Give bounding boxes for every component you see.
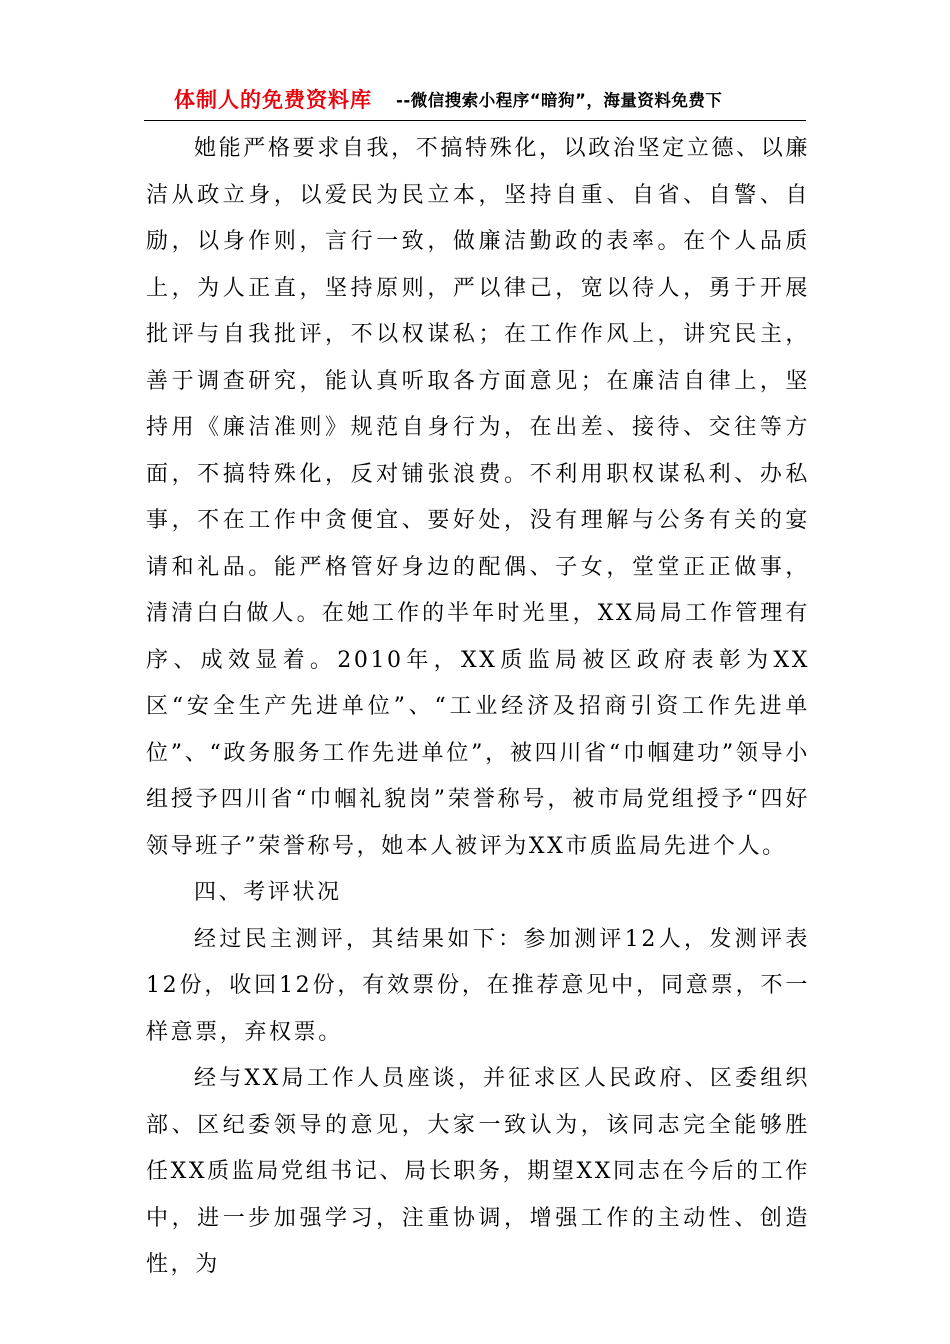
paragraph-conduct: 她能严格要求自我，不搞特殊化，以政治坚定立德、以廉洁从政立身，以爱民为民立本，坚持自重、自省、自警、自励，以身作则，言行一致，做廉洁勤政的表率。在个人品质上，为人正直，坚持原则，严以律己，宽以待人，勇于开展批评与自我批评，不以权谋私；在工作作风上，讲究民主，善于调查研究，能认真听取各方面意见；在廉洁自律上，坚持用《廉洁准则》规范自身行为，在出差、接待、交往等方面，不搞特殊化，反对铺张浪费。不利用职权谋私利、办私事，不在工作中贪便宜、要好处，没有理解与公务有关的宴请和礼品。能严格管好身边的配偶、子女，堂堂正正做事，清清白白做人。在她工作的半年时光里，XX局局工作管理有序、成效显着。2010年，XX质监局被区政府表彰为XX区“安全生产先进单位”、“工业经济及招商引资工作先进单位”、“政务服务工作先进单位”，被四川省“巾帼建功”领导小组授予四川省“巾帼礼貌岗”荣誉称号，被市局党组授予“四好领导班子”荣誉称号，她本人被评为XX市质监局先进个人。 xyxy=(146,136,810,859)
page-header xyxy=(144,80,806,121)
paragraph-voting: 经过民主测评，其结果如下：参加测评12人，发测评表12份，收回12份，有效票份，在推荐意见中，同意票，不一样意票，弃权票。 xyxy=(146,926,810,1045)
section-heading-evaluation: 四、考评状况 xyxy=(194,880,342,905)
document-body xyxy=(146,126,810,1289)
header-tagline: --微信搜索小程序“暗狗”，海量资料免费下 xyxy=(396,91,723,110)
paragraph-conclusion: 经与XX局工作人员座谈，并征求区人民政府、区委组织部、区纪委领导的意见，大家一致认为，该同志完全能够胜任XX质监局党组书记、局长职务，期望XX同志在今后的工作中，进一步加强学习，注重协调，增强工作的主动性、创造性，为 xyxy=(146,1066,810,1277)
header-brand: 体制人的免费资料库 xyxy=(174,88,372,112)
